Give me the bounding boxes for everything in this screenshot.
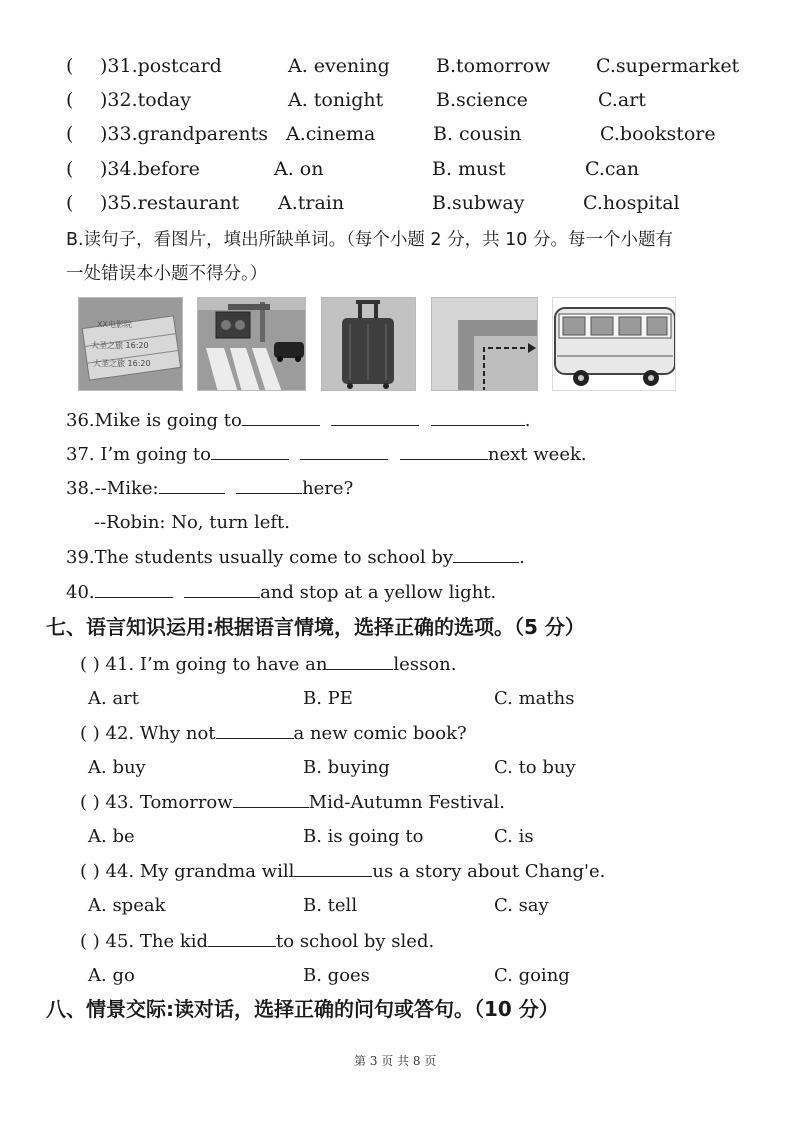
blank[interactable] (300, 442, 388, 460)
ticket-movie-text: 大圣之旅 16:20 (93, 359, 151, 368)
option-c: C.can (585, 158, 640, 180)
option-b: B. tell (303, 895, 358, 916)
question-44-text: 44. My grandma will (105, 861, 295, 882)
blank[interactable] (400, 442, 488, 460)
question-36-text: 36.Mike is going to (66, 410, 242, 431)
answer-paren: ( (66, 192, 74, 214)
section-b-instruction-line1: B.读句子，看图片，填出所缺单词。（每个小题 2 分，共 10 分。每一个小题有 (66, 230, 673, 250)
question-44 (80, 859, 605, 884)
option-a: A. be (88, 826, 135, 847)
question-38-end: here? (302, 478, 354, 499)
option-b: B. PE (303, 688, 353, 709)
option-c: C. to buy (494, 757, 576, 778)
blank[interactable] (327, 652, 393, 670)
blank[interactable] (233, 790, 309, 808)
answer-paren: ( ) (80, 654, 100, 675)
blank[interactable] (95, 580, 173, 598)
option-a: A. speak (88, 895, 166, 916)
section-7-heading: 七、语言知识运用:根据语言情境，选择正确的选项。（5 分） (46, 615, 585, 639)
question-stem: )35.restaurant (100, 192, 240, 214)
question-37-end: next week. (487, 444, 587, 465)
answer-paren: ( ) (80, 931, 100, 952)
question-45-end: to school by sled. (276, 931, 435, 952)
answer-paren: ( (66, 89, 74, 111)
option-b: B. goes (303, 965, 370, 986)
blank[interactable] (208, 929, 276, 947)
option-b: B.tomorrow (436, 55, 551, 77)
option-b: B. buying (303, 757, 390, 778)
question-40-end: and stop at a yellow light. (260, 582, 497, 603)
question-stem: )33.grandparents (100, 123, 269, 145)
blank[interactable] (453, 545, 519, 563)
option-b: B.subway (432, 192, 525, 214)
option-b: B. cousin (433, 123, 522, 145)
section-8-heading: 八、情景交际:读对话，选择正确的问句或答句。（10 分） (46, 997, 559, 1021)
question-38-text: 38.--Mike: (66, 478, 159, 499)
question-stem: )32.today (100, 89, 191, 111)
question-41-text: 41. I’m going to have an (105, 654, 328, 675)
question-42-end: a new comic book? (293, 723, 467, 744)
option-a: A. buy (88, 757, 146, 778)
question-39-text: 39.The students usually come to school by (66, 547, 454, 568)
option-b: B.science (436, 89, 528, 111)
question-stem: )34.before (100, 158, 200, 180)
question-36-end: . (524, 410, 531, 431)
question-37-text: 37. I’m going to (66, 444, 211, 465)
suitcase-picture (321, 297, 416, 391)
question-43 (80, 790, 505, 815)
question-39 (66, 545, 525, 570)
option-c: C.bookstore (600, 123, 716, 145)
blank[interactable] (211, 442, 289, 460)
question-39-end: . (519, 547, 525, 568)
option-a: A. tonight (288, 89, 384, 111)
blank[interactable] (216, 721, 294, 739)
answer-paren: ( ) (80, 861, 100, 882)
option-c: C. say (494, 895, 549, 916)
turn-left-road-picture (431, 297, 538, 391)
traffic-light-crossing-picture (197, 297, 306, 391)
question-37 (66, 442, 587, 467)
blank[interactable] (242, 408, 320, 426)
answer-paren: ( (66, 123, 74, 145)
option-a: A.cinema (286, 123, 376, 145)
blank[interactable] (331, 408, 419, 426)
option-a: A. on (274, 158, 324, 180)
answer-paren: ( ) (80, 792, 100, 813)
question-45 (80, 929, 434, 954)
page-number: 第 3 页 共 8 页 (354, 1054, 437, 1068)
section-b-instruction-line2: 一处错误本小题不得分。） (66, 264, 268, 284)
blank[interactable] (159, 476, 225, 494)
question-40 (66, 580, 496, 605)
question-42-text: 42. Why not (105, 723, 216, 744)
option-a: A. art (88, 688, 140, 709)
answer-paren: ( (66, 55, 74, 77)
blank[interactable] (294, 859, 372, 877)
school-bus-picture (552, 297, 676, 391)
option-a: A. evening (288, 55, 390, 77)
question-43-text: 43. Tomorrow (105, 792, 233, 813)
answer-paren: ( (66, 158, 74, 180)
option-c: C. is (494, 826, 534, 847)
movie-ticket-picture (78, 297, 183, 391)
option-c: C.art (598, 89, 646, 111)
option-c: C.supermarket (596, 55, 740, 77)
question-38 (66, 476, 353, 501)
blank[interactable] (236, 476, 302, 494)
question-stem: )31.postcard (100, 55, 222, 77)
option-c: C.hospital (583, 192, 680, 214)
option-b: B. is going to (303, 826, 424, 847)
option-a: A. go (88, 965, 135, 986)
ticket-movie-text: 大圣之旅 16:20 (91, 341, 149, 350)
question-40-text: 40. (66, 582, 95, 603)
blank[interactable] (431, 408, 525, 426)
question-43-end: Mid-Autumn Festival. (308, 792, 506, 813)
option-b: B. must (432, 158, 506, 180)
question-42 (80, 721, 467, 746)
ticket-cinema-text: XX电影院 (97, 320, 132, 329)
option-c: C. maths (494, 688, 575, 709)
answer-paren: ( ) (80, 723, 100, 744)
question-41 (80, 652, 456, 677)
question-38-reply: --Robin: No, turn left. (94, 512, 291, 533)
question-44-end: us a story about Chang'e. (372, 861, 606, 882)
blank[interactable] (184, 580, 260, 598)
question-41-end: lesson. (393, 654, 457, 675)
question-45-text: 45. The kid (105, 931, 209, 952)
question-36 (66, 408, 530, 433)
option-a: A.train (278, 192, 345, 214)
option-c: C. going (494, 965, 570, 986)
